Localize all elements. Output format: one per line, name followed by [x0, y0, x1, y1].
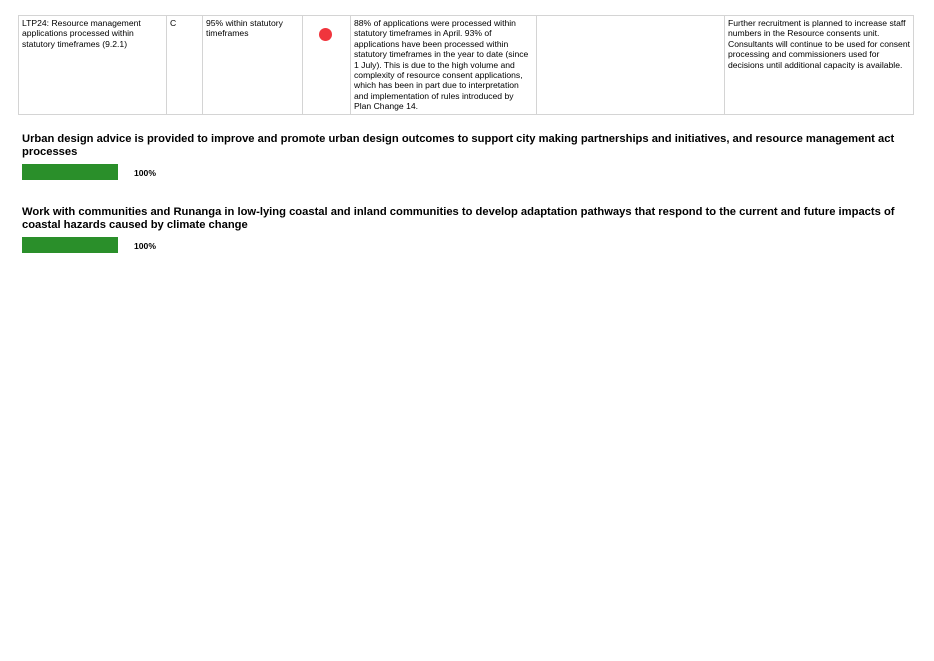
section-title: Urban design advice is provided to improve and promote urban design outcomes to support city making partnerships and initiatives, and resource management act processes [22, 133, 895, 158]
status-cell [303, 16, 351, 115]
actions-cell: Further recruitment is planned to increase staff numbers in the Resource consents unit. Consultants will continue to be used for consent processing and commissioners used for decisions until additional capacity is available. [725, 16, 914, 115]
empty-cell [537, 16, 725, 115]
level-cell: C [167, 16, 203, 115]
performance-table [18, 15, 914, 115]
progress-bar-fill [22, 164, 118, 180]
measure-cell: LTP24: Resource management applications processed within statutory timeframes (9.2.1) [19, 16, 167, 115]
progress-label: 100% [134, 241, 156, 251]
table-row [19, 16, 914, 115]
progress-row [22, 164, 902, 180]
section-title: Work with communities and Runanga in low-lying coastal and inland communities to develop adaptation pathways that respond to the current and future impacts of coastal hazards caused by climate change [22, 206, 895, 231]
progress-label: 100% [134, 168, 156, 178]
section-urban-design [22, 133, 902, 180]
progress-bar [22, 237, 118, 253]
commentary-cell: 88% of applications were processed within statutory timeframes in April. 93% of applications have been processed within statutory timeframes in the year to date (since 1 July). This is due to the high volume and complexity of resource consent applications, which has been in part due to interpretation and implementation of rules introduced by Plan Change 14. [351, 16, 537, 115]
progress-row [22, 237, 902, 253]
target-cell: 95% within statutory timeframes [203, 16, 303, 115]
progress-bar [22, 164, 118, 180]
progress-bar-fill [22, 237, 118, 253]
section-coastal-adaptation [22, 206, 902, 253]
status-red-indicator [319, 28, 332, 41]
